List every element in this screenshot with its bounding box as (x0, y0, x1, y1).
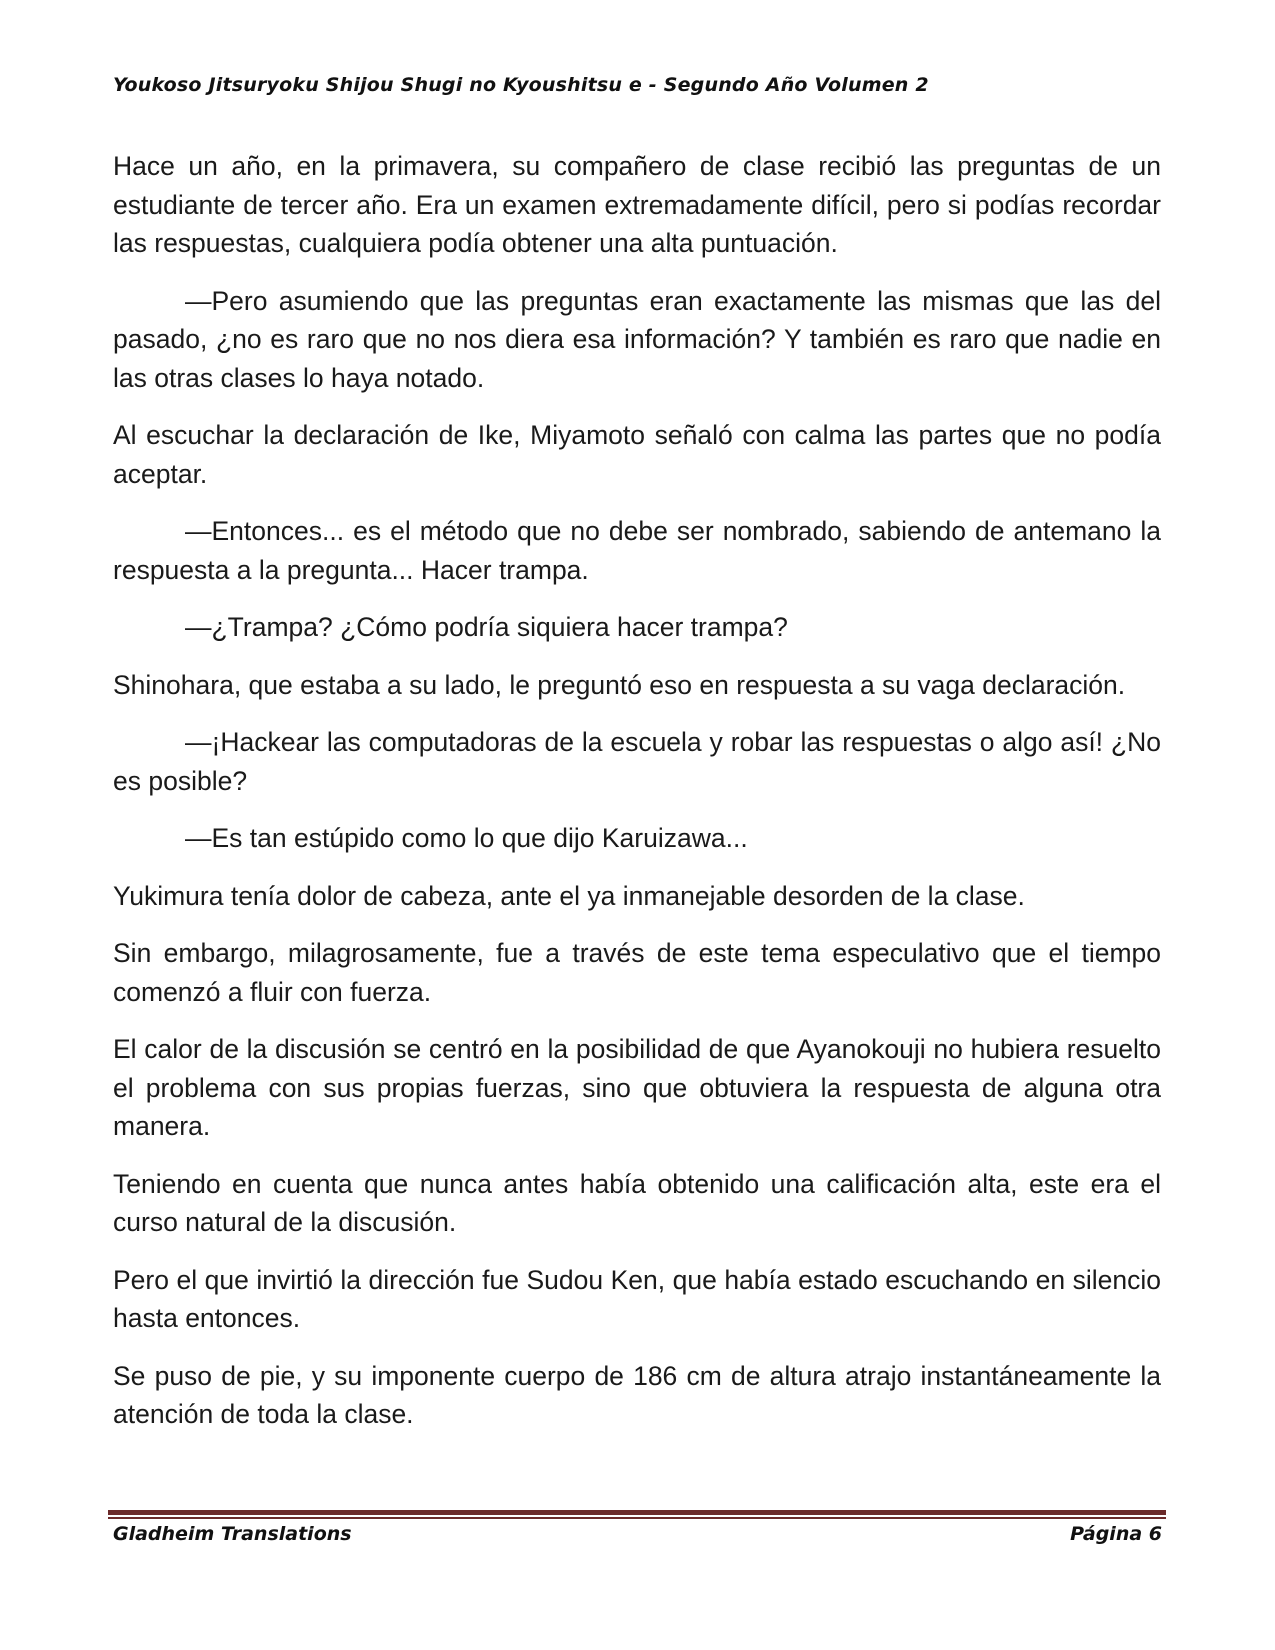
paragraph: Al escuchar la declaración de Ike, Miyamoto señaló con calma las partes que no podía aceptar. (113, 420, 1161, 489)
dialogue-paragraph: —Es tan estúpido como lo que dijo Karuizawa... (185, 823, 748, 853)
footer-publisher: Gladheim Translations (113, 1523, 352, 1545)
paragraph: Sin embargo, milagrosamente, fue a través de este tema especulativo que el tiempo comenzó a fluir con fuerza. (113, 938, 1161, 1007)
paragraph: El calor de la discusión se centró en la posibilidad de que Ayanokouji no hubiera resuelto el problema con sus propias fuerzas, sino que obtuviera la respuesta de alguna otra manera. (113, 1034, 1161, 1141)
paragraph: Yukimura tenía dolor de cabeza, ante el ya inmanejable desorden de la clase. (113, 880, 1025, 911)
dialogue-paragraph: —Pero asumiendo que las preguntas eran exactamente las mismas que las del pasado, ¿no es raro que no nos diera esa información? Y también es raro que nadie en las otras clases lo haya notado. (113, 285, 1161, 393)
paragraph: Hace un año, en la primavera, su compañero de clase recibió las preguntas de un estudiante de tercer año. Era un examen extremadamente difícil, pero si podías recordar las respuestas, cualquiera podía obtener una alta puntuación. (113, 151, 1161, 258)
body-text (113, 147, 1161, 1453)
paragraph: Se puso de pie, y su imponente cuerpo de 186 cm de altura atrajo instantáneamente la atención de toda la clase. (113, 1360, 1161, 1429)
paragraph: Teniendo en cuenta que nunca antes había obtenido una calificación alta, este era el curso natural de la discusión. (113, 1168, 1161, 1237)
footer-page-number: Página 6 (1070, 1523, 1162, 1545)
paragraph: Shinohara, que estaba a su lado, le preguntó eso en respuesta a su vaga declaración. (113, 669, 1126, 700)
dialogue-paragraph: —¿Trampa? ¿Cómo podría siquiera hacer trampa? (185, 612, 788, 642)
paragraph: Pero el que invirtió la dirección fue Sudou Ken, que había estado escuchando en silencio hasta entonces. (113, 1264, 1161, 1333)
footer-divider (108, 1510, 1166, 1519)
dialogue-paragraph: —Entonces... es el método que no debe ser nombrado, sabiendo de antemano la respuesta a la pregunta... Hacer trampa. (113, 516, 1161, 585)
page-header-title: Youkoso Jitsuryoku Shijou Shugi no Kyoushitsu e - Segundo Año Volumen 2 (113, 74, 929, 96)
footer-divider-thin-line (108, 1517, 1166, 1519)
dialogue-paragraph: —¡Hackear las computadoras de la escuela y robar las respuestas o algo así! ¿No es posible? (113, 727, 1161, 796)
footer-divider-thick-line (108, 1510, 1166, 1515)
